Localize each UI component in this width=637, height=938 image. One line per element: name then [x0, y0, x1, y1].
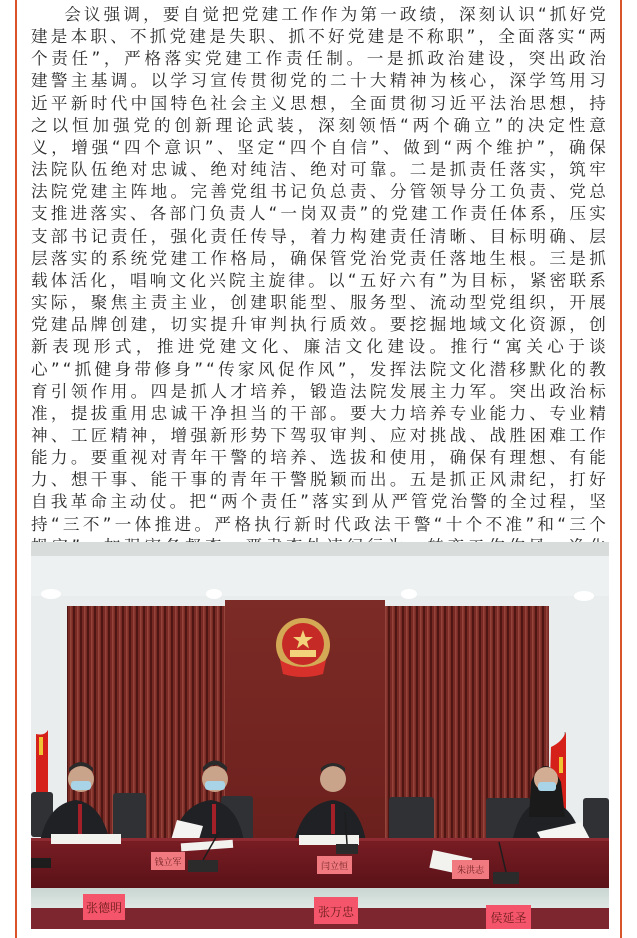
national-emblem-icon [276, 618, 330, 677]
ceiling-light [206, 589, 222, 599]
nameplate [83, 894, 125, 920]
ceiling-light [41, 589, 61, 599]
nameplate-text: 张德明 [85, 901, 123, 915]
meeting-photo [31, 542, 609, 929]
ceiling-light [401, 589, 417, 599]
nameplate [317, 856, 352, 874]
nameplate [151, 852, 185, 870]
article-paragraph: 会议强调，要自觉把党建工作作为第一政绩，深刻认识“抓好党建是本职、不抓党建是失职、抓不好党建是不称职”，全面落实“两个责任”，严格落实党建工作责任制。一是抓政治建设，突出政治建警主基调。以学习宣传贯彻党的二十大精神为核心，深学笃用习近平新时代中国特色社会主义思想，全面贯彻习近平法治思想，持之以恒加强党的创新理论武装，深刻领悟“两个确立”的决定性意义，增强“四个意识”、坚定“四个自信”、做到“两个维护”，确保法院队伍绝对忠诚、绝对纯洁、绝对可靠。二是抓责任落实，筑牢法院党建主阵地。完善党组书记负总责、分管领导分工负责、党总支推进落实、各部门负责人“一岗双责”的党建工作责任体系，压实支部书记责任，强化责任传导，着力构建责任清晰、目标明确、层层落实的系统党建工作格局，确保管党治党责任落地生根。三是抓载体活化，唱响文化兴院主旋律。以“五好六有”为目标，紧密联系实际，聚焦主责主业，创建职能型、服务型、流动型党组织，开展党建品牌创建，切实提升审判执行质效。要挖掘地域文化资源，创新表现形式，推进党建文化、廉洁文化建设。推行“寓关心于谈心”“抓健身带修身”“传家风促作风”，发挥法院文化潜移默化的教育引领作用。四是抓人才培养，锻造法院发展主力军。突出政治标准，提拔重用忠诚干净担当的干部。要大力培养专业能力、专业精神、工匠精神，增强新形势下驾驭审判、应对挑战、战胜困难工作能力。要重视对青年干警的培养、选拔和使用，确保有理想、有能力、想干事、能干事的青年干警脱颖而出。五是抓正风肃纪，打好自我革命主动仗。把“两个责任”落实到从严管党治警的全过程，坚持“三不”一体推进。严格执行新时代政法干警“十个不准”和“三个 [31, 5, 610, 534]
ceiling [31, 542, 609, 596]
nameplate-text: 闫立恒 [320, 862, 349, 872]
nameplate [486, 905, 531, 929]
nameplate [314, 897, 358, 924]
nameplate-text: 侯延圣 [490, 911, 527, 925]
nameplate-text: 朱洪志 [456, 866, 485, 876]
nameplate [452, 860, 489, 879]
ceiling-light [574, 591, 594, 601]
nameplate-text: 张万忠 [317, 905, 355, 919]
article-body [31, 4, 609, 580]
nameplate-text: 钱立军 [154, 858, 182, 868]
